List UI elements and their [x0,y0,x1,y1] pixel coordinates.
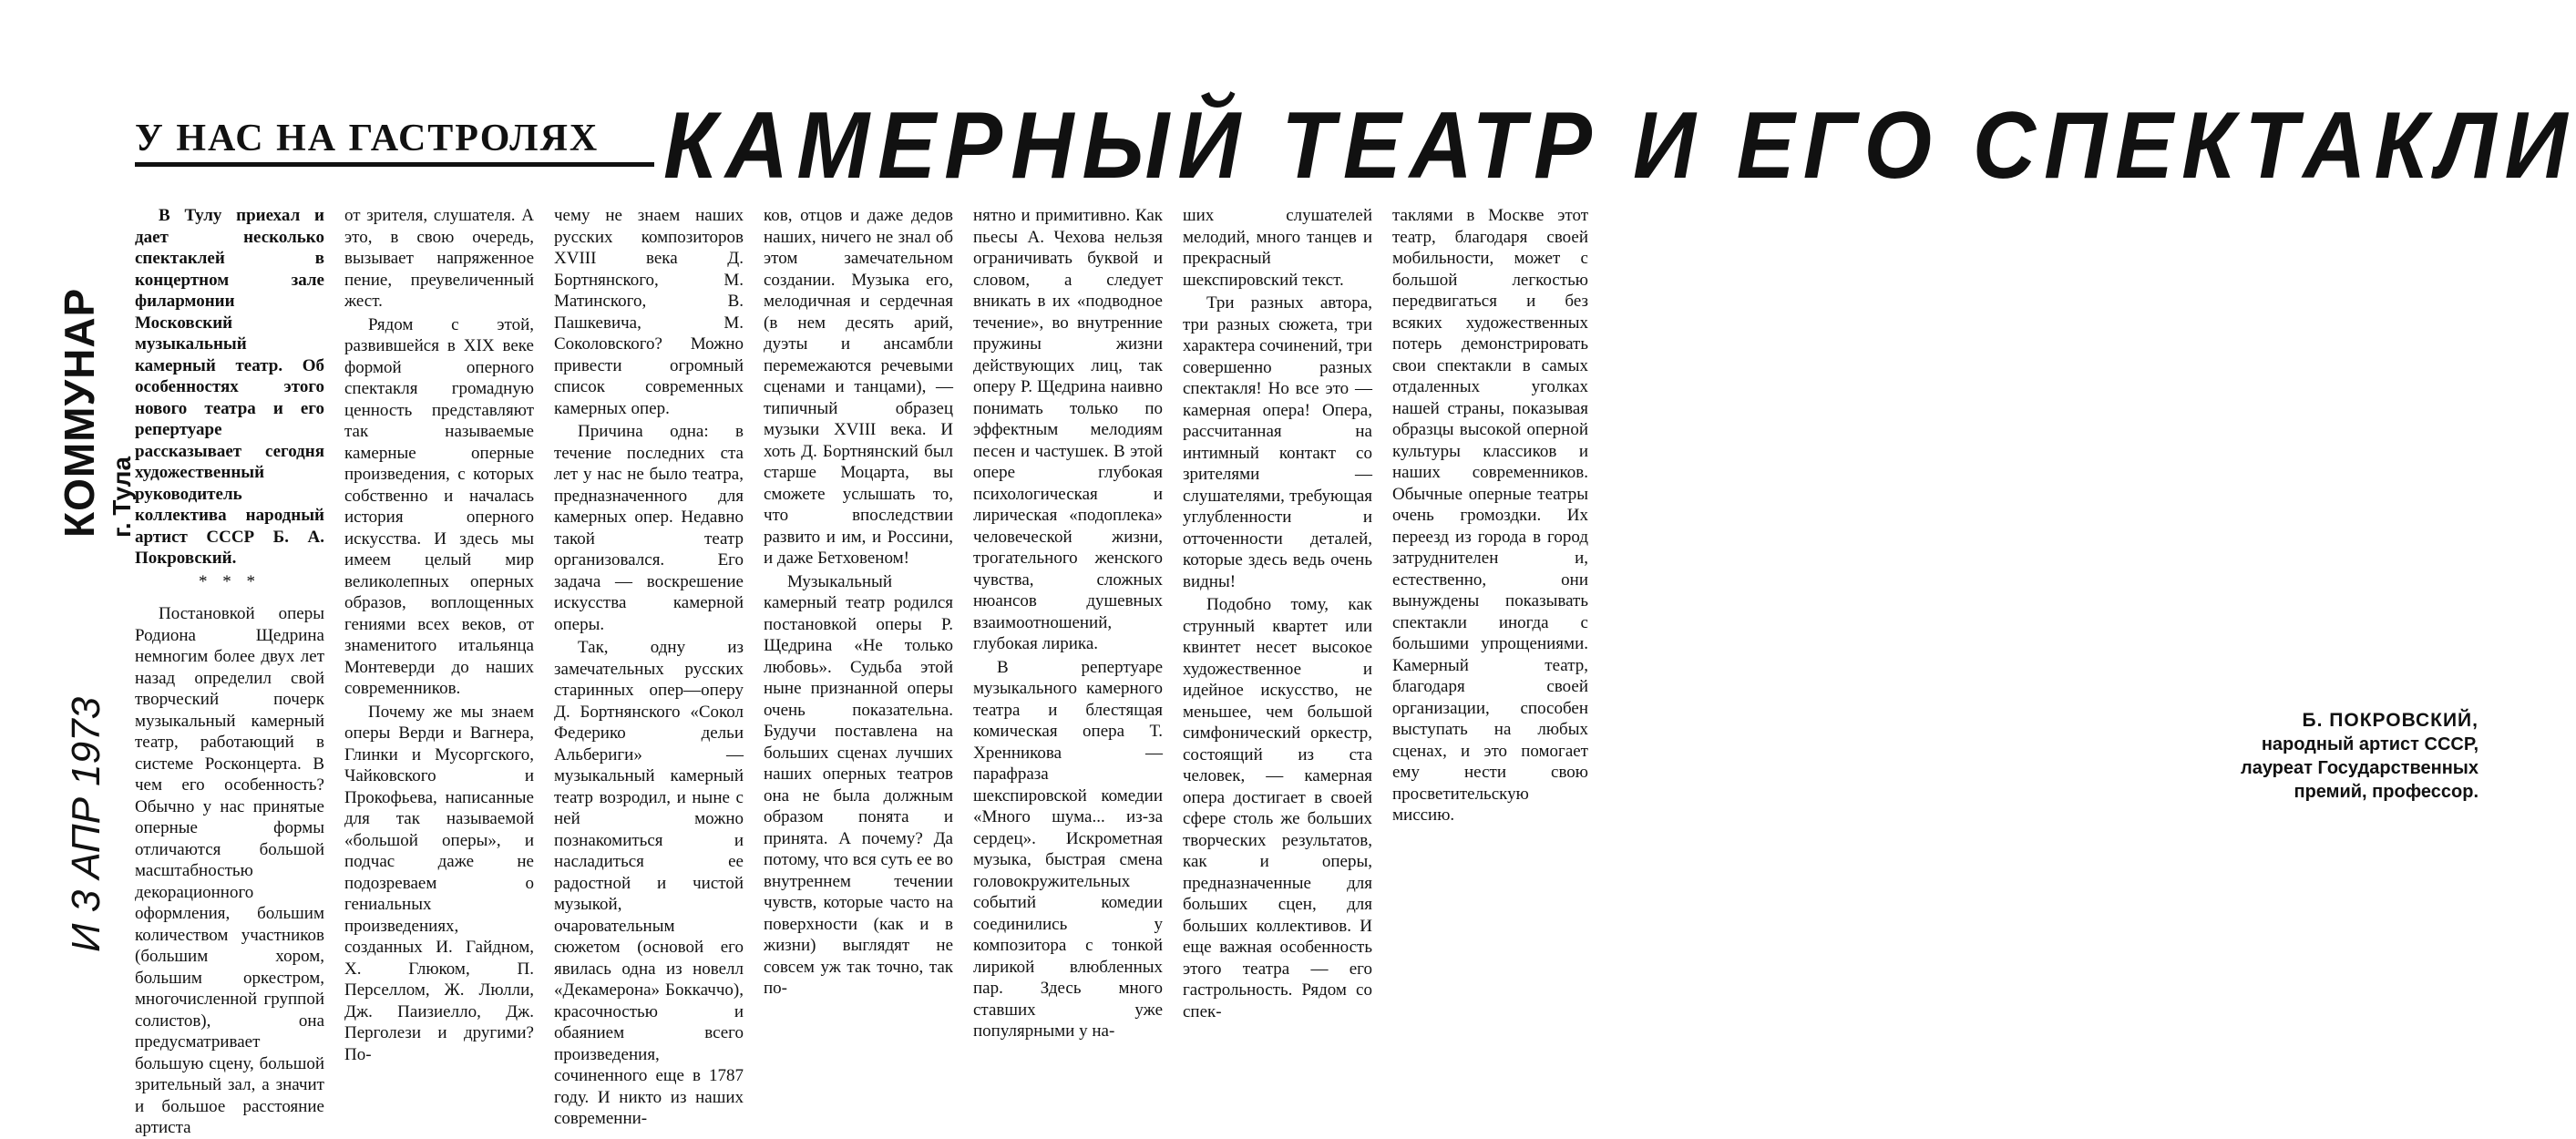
article-column-1 [135,205,324,1137]
paragraph: от зрителя, слушателя. А это, в свою очередь, вызывает напряженное пение, преувеличенный жест. [344,206,534,311]
paragraph: Три разных автора, три разных сюжета, три характера сочинений, три совершенно разных спектакля! Но все это — камерная опера! Опера, рассчитанная на интимный контакт со зрителями — слушателями, требующая углубленности и отточенности деталей, которые здесь ведь очень видны! [1183,293,1372,591]
paragraph: Так, одну из замечательных русских старинных опер—оперу Д. Бортнянского «Сокол Федерико дельи Альбериги» — музыкальный камерный театр возродил, и ныне с ней можно познакомиться и насладиться ее радостной и чистой музыкой, очаровательным сюжетом (основой его явилась одна из новелл «Декамерона» Боккаччо), красочностью и обаянием всего произведения, сочиненного еще в 1787 году. И никто из наших современни- [554,638,744,1128]
paragraph: Почему же мы знаем оперы Верди и Вагнера, Глинки и Мусоргского, Чайковского и Прокофьева, написанные для так называемой «большой оперы», и подчас даже не подозреваем о гениальных произведениях, созданных И. Гайдном, Х. Глюком, П. Перселлом, Ж. Люлли, Дж. Паизиелло, Дж. Перголези и другими? По- [344,702,534,1064]
paragraph: ков, отцов и даже дедов наших, ничего не знал об этом замечательном создании. Музыка его, мелодичная и сердечная (в нем десять арий, дуэты и ансамбли перемежаются речевыми сценами и танцами), — типичный образец музыки XVIII века. И хоть Д. Бортнянский был старше Моцарта, вы сможете услышать то, что впоследствии развито и им, и Россини, и даже Бетховеном! [764,206,953,568]
newspaper-name: КОММУНАР [56,287,103,538]
paragraph: Подобно тому, как струнный квартет или квинтет несет высокое художественное и идейное искусство, не меньшее, чем большой симфонический оркестр, состоящий из ста человек, — камерная опера достигает в своей сфере столь же больших творческих результатов, как и оперы, предназначенные для больших сцен, для больших коллективов. И еще важная особенность этого театра — его гастрольность. Рядом со спек- [1183,595,1372,1021]
article-column-7 [1392,205,1588,825]
paragraph: таклями в Москве этот театр, благодаря своей мобильности, может с большой легкостью передвигаться и без всяких художественных потерь демонстрировать свои спектакли в самых отдаленных уголках нашей страны, показывая образцы высокой оперной культуры классиков и наших современников. Обычные оперные театры очень громоздки. Их переезд из города в город затруднителен и, естественно, они вынуждены показывать спектакли иногда с большими упрощениями. Камерный театр, благодаря своей организации, способен выступать на любых сценах, и это помогает ему нести свою просветительскую миссию. [1392,206,1588,825]
newspaper-city: г. Тула [108,456,136,538]
article-column-6 [1183,205,1372,1021]
author-name: Б. ПОКРОВСКИЙ, [2302,710,2479,731]
article-column-5 [973,205,1163,1041]
author-title: премий, профессор. [2294,782,2479,802]
paragraph: В репертуаре музыкального камерного театра и блестящая комическая опера Т. Хренникова — парафраза шекспировской комедии «Много шума... из-за сердец». Искрометная музыка, быстрая смена головокружительных событий комедии соединились у композитора с тонкой лирикой влюбленных пар. Здесь много ставших уже популярными у на- [973,657,1163,1041]
author-signature [2223,709,2479,804]
paragraph: чему не знаем наших русских композиторов XVIII века Д. Бортнянского, М. Матинского, В. Пашкевича, М. Соколовского? Можно привести огромный список современных камерных опер. [554,206,744,418]
paragraph: нятно и примитивно. Как пьесы А. Чехова нельзя ограничивать буквой и словом, а следует вникать в их «подводное течение», во внутренние пружины жизни действующих лиц, так оперу Р. Щедрина наивно понимать только по эффектным мелодиям песен и частушек. В этой опере глубокая психологическая и лирическая «подоплека» человеческой жизни, трогательного женского чувства, сложных нюансов душевных взаимоотношений, глубокая лирика. [973,206,1163,653]
paragraph: ших слушателей мелодий, много танцев и прекрасный шекспировский текст. [1183,206,1372,290]
section-rubric: У НАС НА ГАСТРОЛЯХ [135,117,654,167]
newspaper-date-stamp: И 3 АПР 1973 [64,696,108,952]
article-column-4 [764,205,953,998]
article-headline: КАМЕРНЫЙ ТЕАТР И ЕГО СПЕКТАКЛИ [663,93,2576,199]
article-column-3 [554,205,744,1128]
paragraph: Причина одна: в течение последних ста лет у нас не было театра, предназначенного для камерных опер. Недавно такой театр организовался. Его задача — воскрешение искусства камерной оперы. [554,422,744,634]
article-lead: В Тулу приехал и дает несколько спектаклей в концертном зале филармонии Московский музыкальный камерный театр. Об особенностях этого нового театра и его репертуаре рассказывает сегодня художественный руководитель коллектива народный артист СССР Б. А. Покровский. [135,206,324,568]
article-column-2 [344,205,534,1064]
paragraph: Музыкальный камерный театр родился постановкой оперы Р. Щедрина «Не только любовь». Судьба этой ныне признанной оперы очень показательна. Будучи поставлена на больших сценах лучших наших оперных театров она не была должным образом понята и принята. А почему? Да потому, что вся суть ее во внутреннем течении чувств, которые часто на поверхности (как и в жизни) выглядят не совсем уж так точно, так по- [764,571,953,998]
author-title: народный артист СССР, [2261,734,2479,754]
author-title: лауреат Государственных [2240,758,2479,778]
paragraph: Постановкой оперы Родиона Щедрина немногим более двух лет назад определил свой творческий почерк музыкальный камерный театр, работающий в системе Росконцерта. В чем его особенность? Обычно у нас принятые оперные формы отличаются большой масштабностью декорационного оформления, большим количеством участников (большим хором, большим оркестром, многочисленной группой солистов), она предусматривает большую сцену, большой зрительный зал, а значит и большое расстояние артиста [135,604,324,1137]
article-body [135,205,1588,1137]
section-divider: * * * [199,571,261,591]
paragraph: Рядом с этой, развившейся в XIX веке формой оперного спектакля громадную ценность представляют так называемые камерные оперные произведения, с которых собственно и началась история оперного искусства. И здесь мы имеем целый мир великолепных оперных образов, воплощенных гениями всех веков, от знаменитого итальянца Монтеверди до наших современников. [344,314,534,698]
